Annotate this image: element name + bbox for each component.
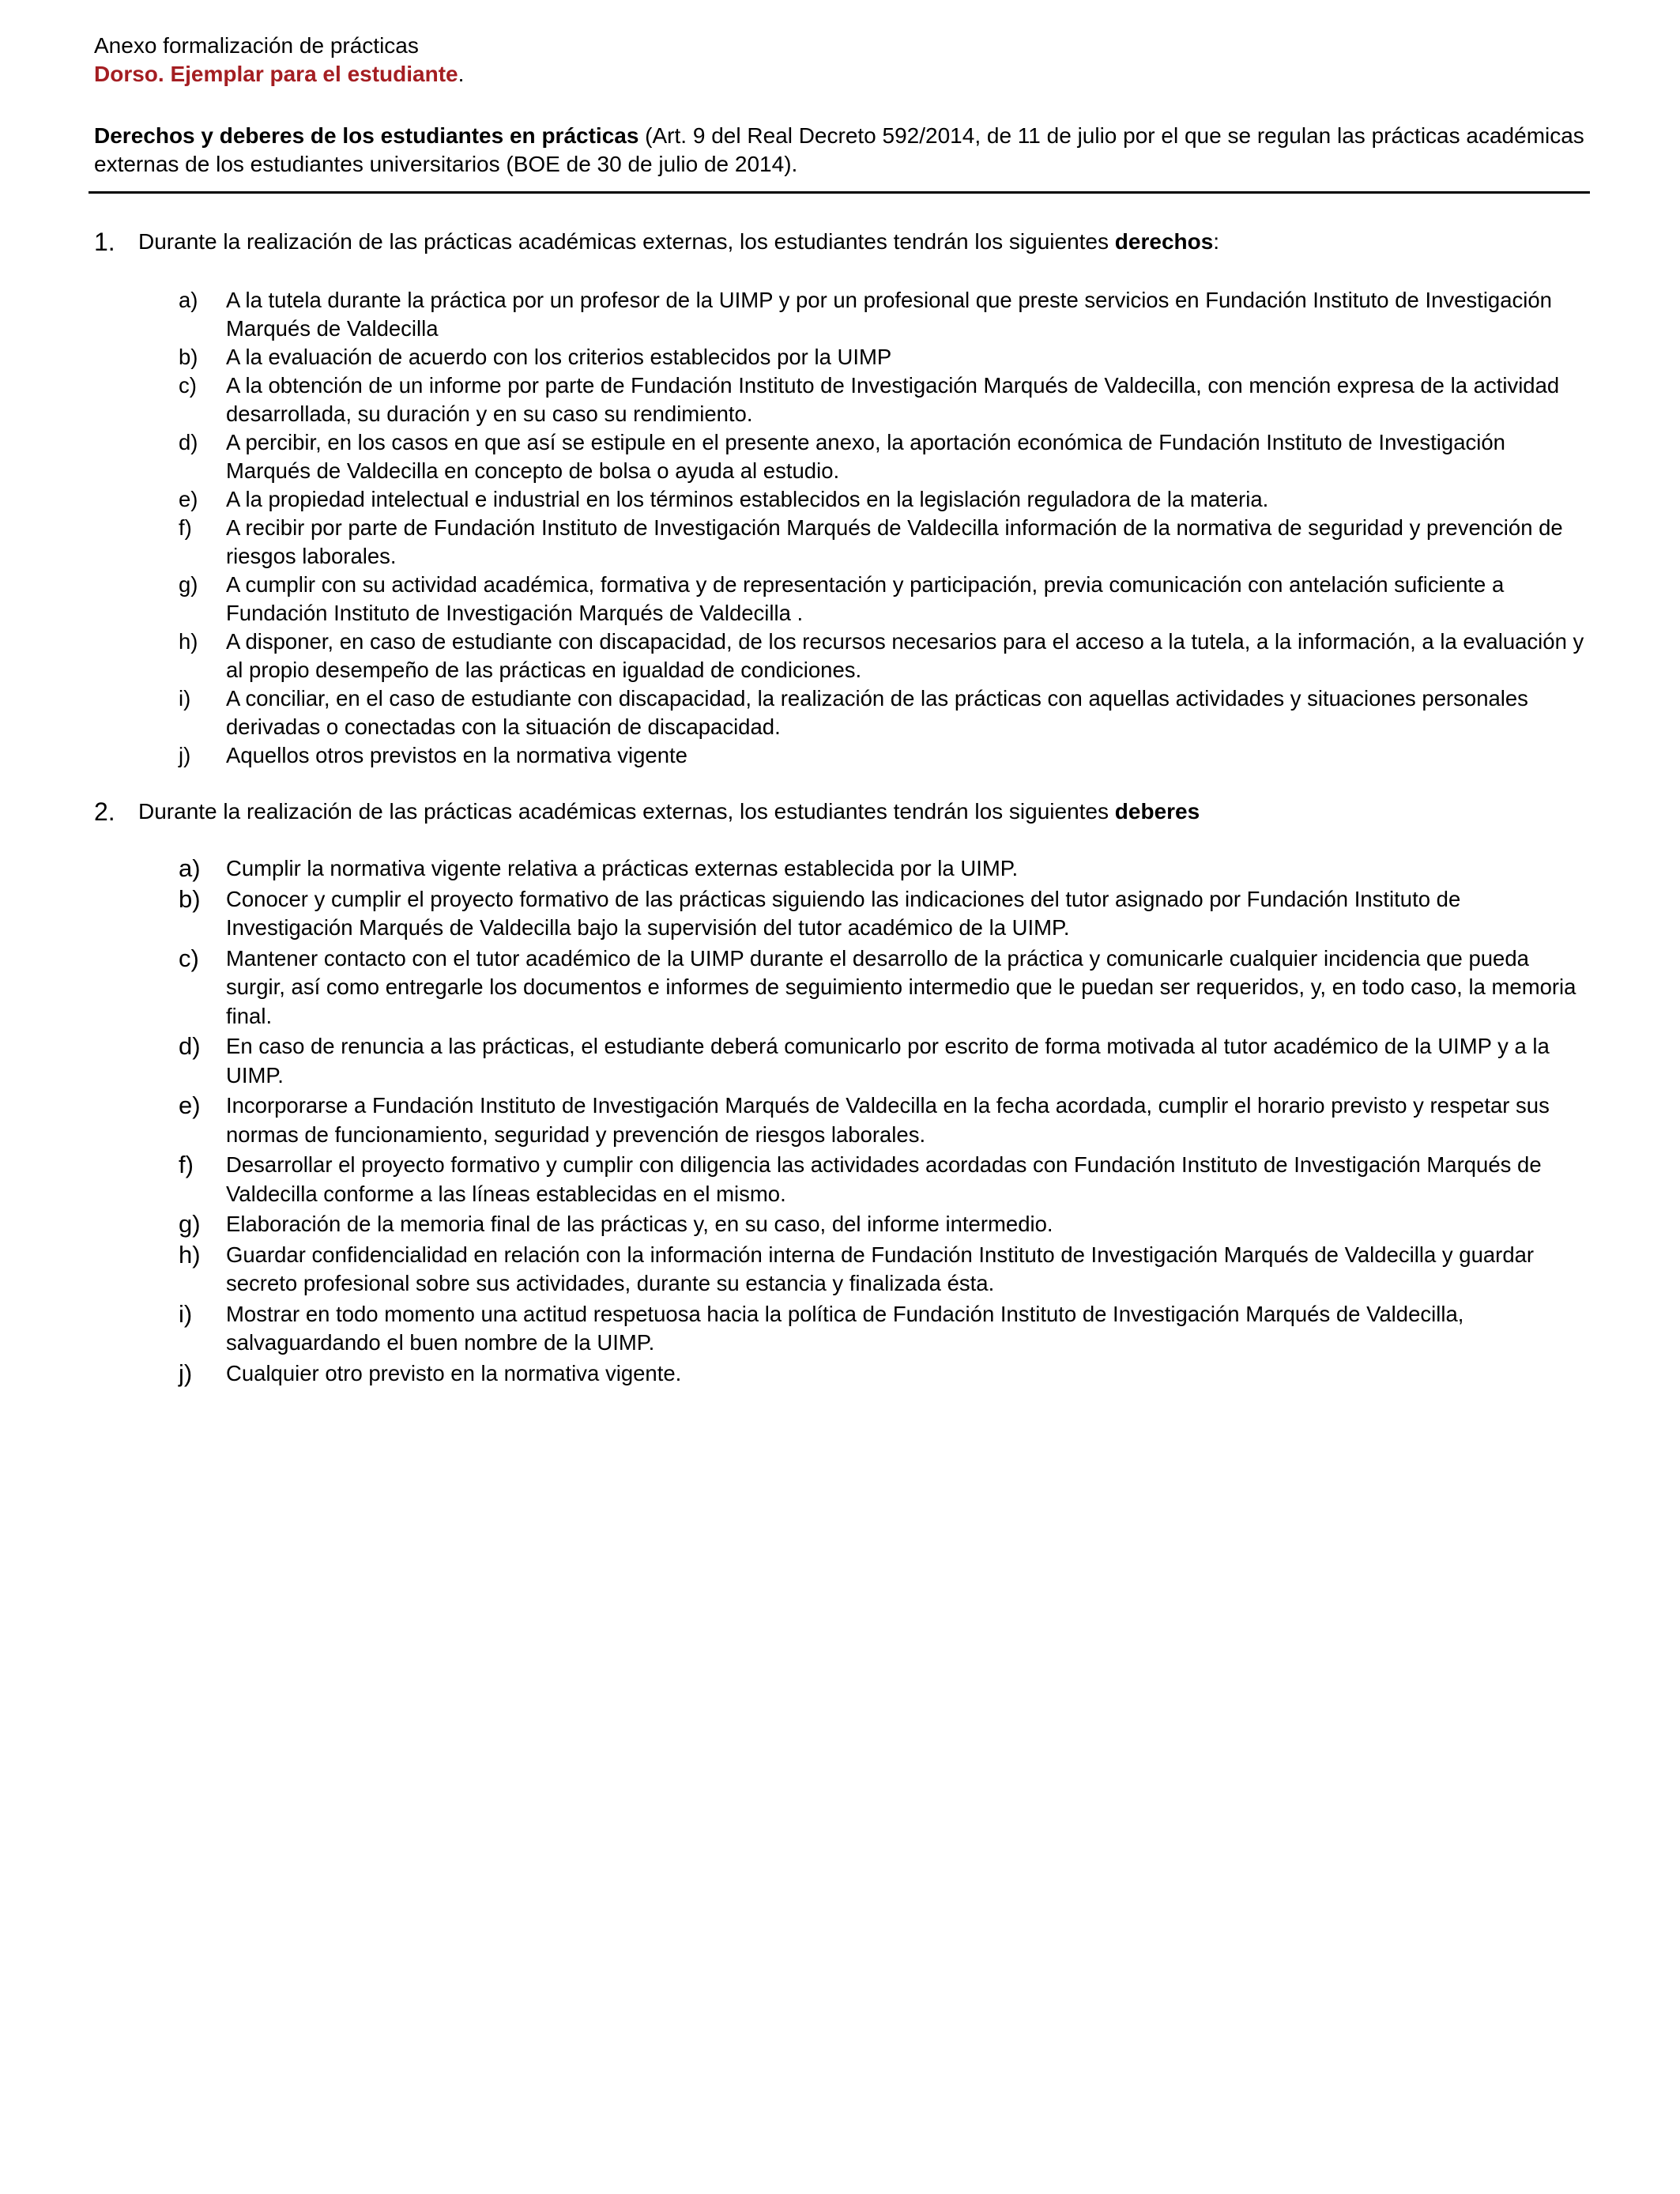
duty-list-item bbox=[94, 1151, 1593, 1208]
rights-keyword: derechos bbox=[1114, 229, 1214, 254]
duties-heading bbox=[94, 797, 1595, 826]
list-item-marker: e) bbox=[179, 487, 198, 511]
list-item-text: Mostrar en todo momento una actitud respetuosa hacia la política de Fundación Instituto de Investigación Marqués de Valdecilla, salvaguardando el buen nombre de la UIMP. bbox=[226, 1301, 1464, 1355]
list-item-text: A percibir, en los casos en que así se estipule en el presente anexo, la aportación económica de Fundación Instituto de Investigación Marqués de Valdecilla en concepto de bolsa o ayuda al estudio. bbox=[226, 430, 1505, 483]
list-item-marker: i) bbox=[179, 1299, 193, 1328]
list-item-marker: j) bbox=[179, 743, 191, 767]
duty-list-item bbox=[94, 1300, 1593, 1358]
duty-list-item bbox=[94, 1032, 1593, 1090]
rights-section bbox=[94, 228, 1595, 770]
section-number: 1. bbox=[94, 228, 115, 256]
list-item-marker: a) bbox=[179, 288, 198, 312]
list-item-marker: h) bbox=[179, 1240, 201, 1269]
list-item-marker: f) bbox=[179, 1151, 194, 1178]
right-list-item bbox=[94, 286, 1593, 343]
right-list-item bbox=[94, 371, 1593, 428]
list-item-marker: e) bbox=[179, 1091, 201, 1119]
list-item-text: A conciliar, en el caso de estudiante con discapacidad, la realización de las prácticas con aquellas actividades y situaciones personales derivadas o conectadas con la situación de discapacidad. bbox=[226, 686, 1528, 739]
section-number: 2. bbox=[94, 797, 115, 826]
subtitle-highlight: Dorso. Ejemplar para el estudiante bbox=[94, 62, 458, 86]
right-list-item bbox=[94, 571, 1593, 628]
list-item-text: Incorporarse a Fundación Instituto de Investigación Marqués de Valdecilla en la fecha acordada, cumplir el horario previsto y respetar sus normas de funcionamiento, seguridad y prevención de riesgos laborales. bbox=[226, 1093, 1550, 1147]
rights-heading bbox=[94, 228, 1595, 256]
intro-reference: (Art. 9 del Real Decreto 592/2014, de 11 de julio por el que se regulan las prácticas académicas externas de los estudiantes universitarios (BOE de 30 de julio de 2014). bbox=[94, 123, 1584, 176]
duties-keyword: deberes bbox=[1114, 799, 1200, 824]
list-item-text: Cumplir la normativa vigente relativa a prácticas externas establecida por la UIMP. bbox=[226, 856, 1019, 880]
list-item-marker: b) bbox=[179, 884, 201, 913]
right-list-item bbox=[94, 628, 1593, 684]
list-item-text: Guardar confidencialidad en relación con la información interna de Fundación Instituto de Investigación Marqués de Valdecilla y guardar secreto profesional sobre sus actividades, durante su estancia y finalizada ésta. bbox=[226, 1242, 1535, 1295]
list-item-text: En caso de renuncia a las prácticas, el estudiante deberá comunicarlo por escrito de forma motivada al tutor académico de la UIMP y a la UIMP. bbox=[226, 1034, 1550, 1088]
list-item-marker: d) bbox=[179, 430, 198, 454]
list-item-marker: b) bbox=[179, 345, 198, 369]
list-item-text: Desarrollar el proyecto formativo y cumplir con diligencia las actividades acordadas con Fundación Instituto de Investigación Marqués de Valdecilla conforme a las líneas establecidas en el mismo. bbox=[226, 1152, 1542, 1206]
list-item-marker: h) bbox=[179, 629, 198, 654]
list-item-text: A la obtención de un informe por parte de Fundación Instituto de Investigación Marqués de Valdecilla, con mención expresa de la actividad desarrollada, su duración y en su caso su rendimiento. bbox=[226, 373, 1560, 426]
duty-list-item bbox=[94, 944, 1593, 1031]
list-item-marker: j) bbox=[179, 1359, 193, 1387]
list-item-marker: i) bbox=[179, 686, 191, 711]
right-list-item bbox=[94, 514, 1593, 571]
list-item-text: Elaboración de la memoria final de las prácticas y, en su caso, del informe intermedio. bbox=[226, 1212, 1053, 1236]
right-list-item bbox=[94, 684, 1593, 741]
list-item-text: A cumplir con su actividad académica, formativa y de representación y participación, previa comunicación con antelación suficiente a Fundación Instituto de Investigación Marqués de Valdecilla . bbox=[226, 572, 1505, 625]
header-divider bbox=[89, 191, 1590, 194]
subtitle-period: . bbox=[458, 62, 465, 86]
right-list-item bbox=[94, 428, 1593, 485]
list-item-marker: c) bbox=[179, 373, 197, 398]
list-item-text: A disponer, en caso de estudiante con discapacidad, de los recursos necesarios para el acceso a la tutela, a la información, a la evaluación y al propio desempeño de las prácticas en igualdad de condiciones. bbox=[226, 629, 1584, 682]
document-header bbox=[94, 32, 1595, 89]
list-item-text: A la tutela durante la práctica por un profesor de la UIMP y por un profesional que preste servicios en Fundación Instituto de Investigación Marqués de Valdecilla bbox=[226, 288, 1552, 341]
duty-list-item bbox=[94, 854, 1593, 884]
document-title: Anexo formalización de prácticas bbox=[94, 33, 419, 58]
rights-list bbox=[94, 286, 1595, 770]
intro-bold-heading: Derechos y deberes de los estudiantes en prácticas bbox=[94, 123, 639, 148]
list-item-text: A la evaluación de acuerdo con los criterios establecidos por la UIMP bbox=[226, 345, 892, 369]
list-item-marker: g) bbox=[179, 572, 198, 597]
rights-colon: : bbox=[1213, 229, 1220, 254]
rights-lead: Durante la realización de las prácticas académicas externas, los estudiantes tendrán los siguientes bbox=[138, 229, 1115, 254]
right-list-item bbox=[94, 485, 1593, 514]
list-item-text: Mantener contacto con el tutor académico de la UIMP durante el desarrollo de la práctica y comunicarle cualquier incidencia que pueda surgir, así como entregarle los documentos e informes de seguimiento intermedio que le puedan ser requeridos, y, en todo caso, la memoria final. bbox=[226, 945, 1576, 1028]
list-item-text: A recibir por parte de Fundación Instituto de Investigación Marqués de Valdecilla información de la normativa de seguridad y prevención de riesgos laborales. bbox=[226, 515, 1563, 568]
list-item-text: Conocer y cumplir el proyecto formativo de las prácticas siguiendo las indicaciones del tutor asignado por Fundación Instituto de Investigación Marqués de Valdecilla bajo la supervisión del tutor académico de la UIMP. bbox=[226, 886, 1461, 940]
list-item-marker: f) bbox=[179, 515, 192, 540]
duty-list-item bbox=[94, 885, 1593, 943]
list-item-text: A la propiedad intelectual e industrial en los términos establecidos en la legislación reguladora de la materia. bbox=[226, 487, 1269, 511]
duty-list-item bbox=[94, 1241, 1593, 1299]
list-item-marker: c) bbox=[179, 944, 199, 972]
duty-list-item bbox=[94, 1359, 1593, 1389]
duty-list-item bbox=[94, 1091, 1593, 1149]
list-item-marker: g) bbox=[179, 1210, 201, 1238]
duties-lead: Durante la realización de las prácticas académicas externas, los estudiantes tendrán los siguientes bbox=[138, 799, 1115, 824]
list-item-text: Cualquier otro previsto en la normativa vigente. bbox=[226, 1360, 682, 1385]
document-subtitle bbox=[94, 60, 1595, 89]
list-item-marker: a) bbox=[179, 854, 201, 882]
duty-list-item bbox=[94, 1210, 1593, 1239]
list-item-marker: d) bbox=[179, 1032, 201, 1060]
list-item-text: Aquellos otros previstos en la normativa vigente bbox=[226, 743, 687, 767]
right-list-item bbox=[94, 343, 1593, 371]
right-list-item bbox=[94, 741, 1593, 770]
intro-paragraph bbox=[94, 122, 1588, 185]
duties-section bbox=[94, 797, 1595, 1389]
duties-list bbox=[94, 854, 1595, 1388]
